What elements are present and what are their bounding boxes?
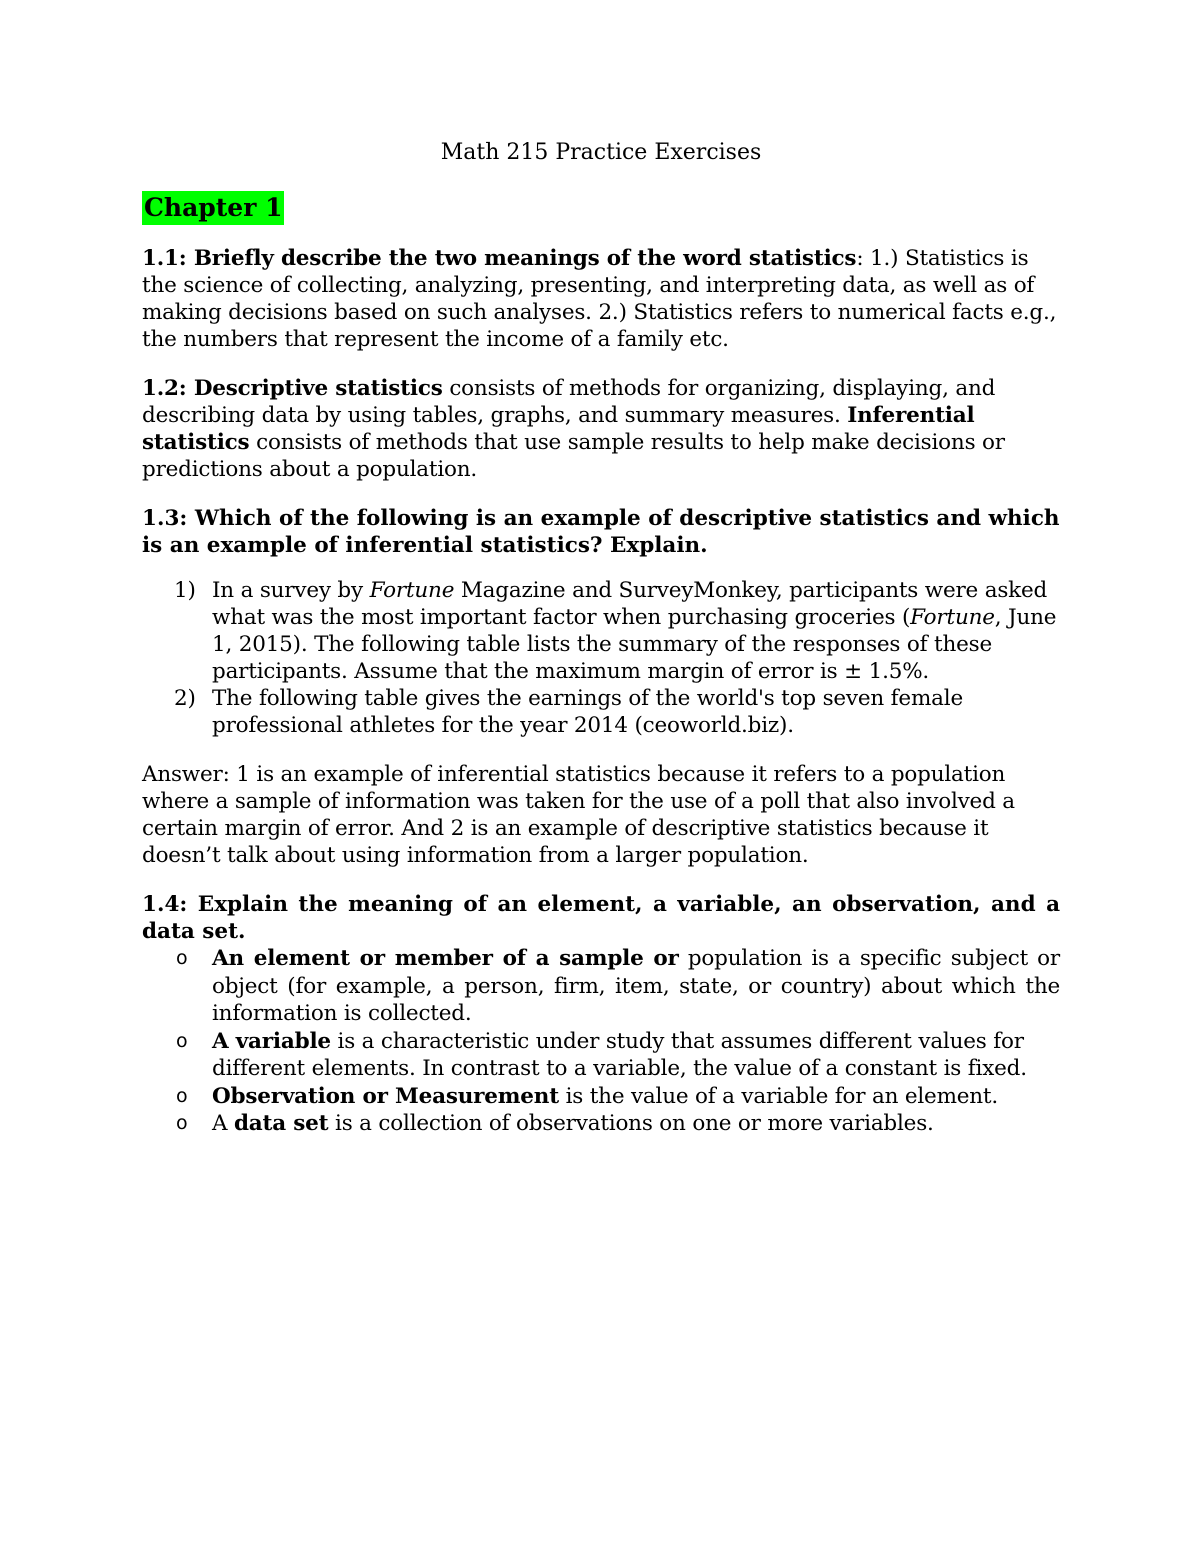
list-item-term: An element or member of a sample or <box>212 946 679 971</box>
document-title: Math 215 Practice Exercises <box>440 140 762 165</box>
question-1-4: 1.4: Explain the meaning of an element, a variable, an observation, and a data set. <box>142 892 1060 944</box>
list-item <box>142 685 1060 739</box>
list-item-marker: 1) <box>174 578 196 603</box>
question-1-2-text-1: consists of methods for organizing, displaying, and describing data by using tables, graphs, and summary measures. <box>142 376 996 428</box>
list-item-term: data set <box>233 1111 329 1136</box>
list-item-term: Observation or Measurement <box>212 1083 559 1109</box>
question-1-3-list <box>142 577 1060 739</box>
list-item <box>142 1110 1060 1138</box>
question-1-2-term-inferential: Inferential statistics <box>142 403 975 455</box>
list-item-text: In a survey by <box>212 578 370 603</box>
question-1-2-label: 1.2: Descriptive statistics <box>142 376 443 401</box>
list-item-marker: 2) <box>174 686 196 711</box>
bullet-circle-icon: o <box>176 1112 188 1134</box>
bullet-circle-icon: o <box>176 1084 188 1107</box>
question-1-1 <box>142 245 1060 353</box>
question-1-1-text: : 1.) Statistics is the science of collecting, analyzing, presenting, and interpreting data, as well as of making decisions based on such analyses. 2.) Statistics refers to numerical facts e.g., the numbers that represent the income of a family etc. <box>142 246 1057 352</box>
list-item <box>142 1028 1060 1083</box>
question-1-1-label: 1.1: Briefly describe the two meanings of the word statistics <box>142 246 857 271</box>
list-item-text: population is a specific subject or object (for example, a person, firm, item, state, or country) about which the information is collected. <box>212 946 1060 1026</box>
list-item-text: A <box>212 1111 234 1136</box>
chapter-heading-wrap <box>142 191 1060 245</box>
list-item-text: is the value of a variable for an element. <box>558 1083 999 1109</box>
list-item <box>142 945 1060 1028</box>
list-item-text: Magazine and SurveyMonkey, participants were asked what was the most important factor when purchasing groceries ( <box>212 578 1048 630</box>
question-1-4-list <box>142 945 1060 1138</box>
bullet-circle-icon: o <box>176 1029 188 1052</box>
chapter-heading: Chapter 1 <box>142 191 284 225</box>
list-item-text: The following table gives the earnings of the world's top seven female professional athletes for the year 2014 (ceoworld.biz). <box>212 686 963 738</box>
list-item <box>142 577 1060 685</box>
list-item-italic: Fortune <box>910 605 995 630</box>
list-item-text: is a collection of observations on one or more variables. <box>328 1111 934 1136</box>
list-item-text: is a characteristic under study that assumes different values for different elements. In contrast to a variable, the value of a constant is fixed. <box>212 1028 1027 1081</box>
list-item-text: , June 1, 2015). The following table lists the summary of the responses of these participants. Assume that the maximum margin of error is ± 1.5%. <box>212 605 1057 684</box>
question-1-3: 1.3: Which of the following is an example of descriptive statistics and which is an example of inferential statistics? Explain. <box>142 506 1060 558</box>
question-1-2-text-2: consists of methods that use sample results to help make decisions or predictions about a population. <box>142 430 1005 482</box>
question-1-2 <box>142 375 1060 483</box>
bullet-circle-icon: o <box>176 947 188 969</box>
question-1-3-answer: Answer: 1 is an example of inferential statistics because it refers to a population where a sample of information was taken for the use of a poll that also involved a certain margin of error. And 2 is an example of descriptive statistics because it doesn’t talk about using information from a larger population. <box>142 762 1015 868</box>
list-item-term: A variable <box>212 1028 331 1054</box>
list-item <box>142 1083 1060 1111</box>
list-item-italic: Fortune <box>369 578 455 603</box>
